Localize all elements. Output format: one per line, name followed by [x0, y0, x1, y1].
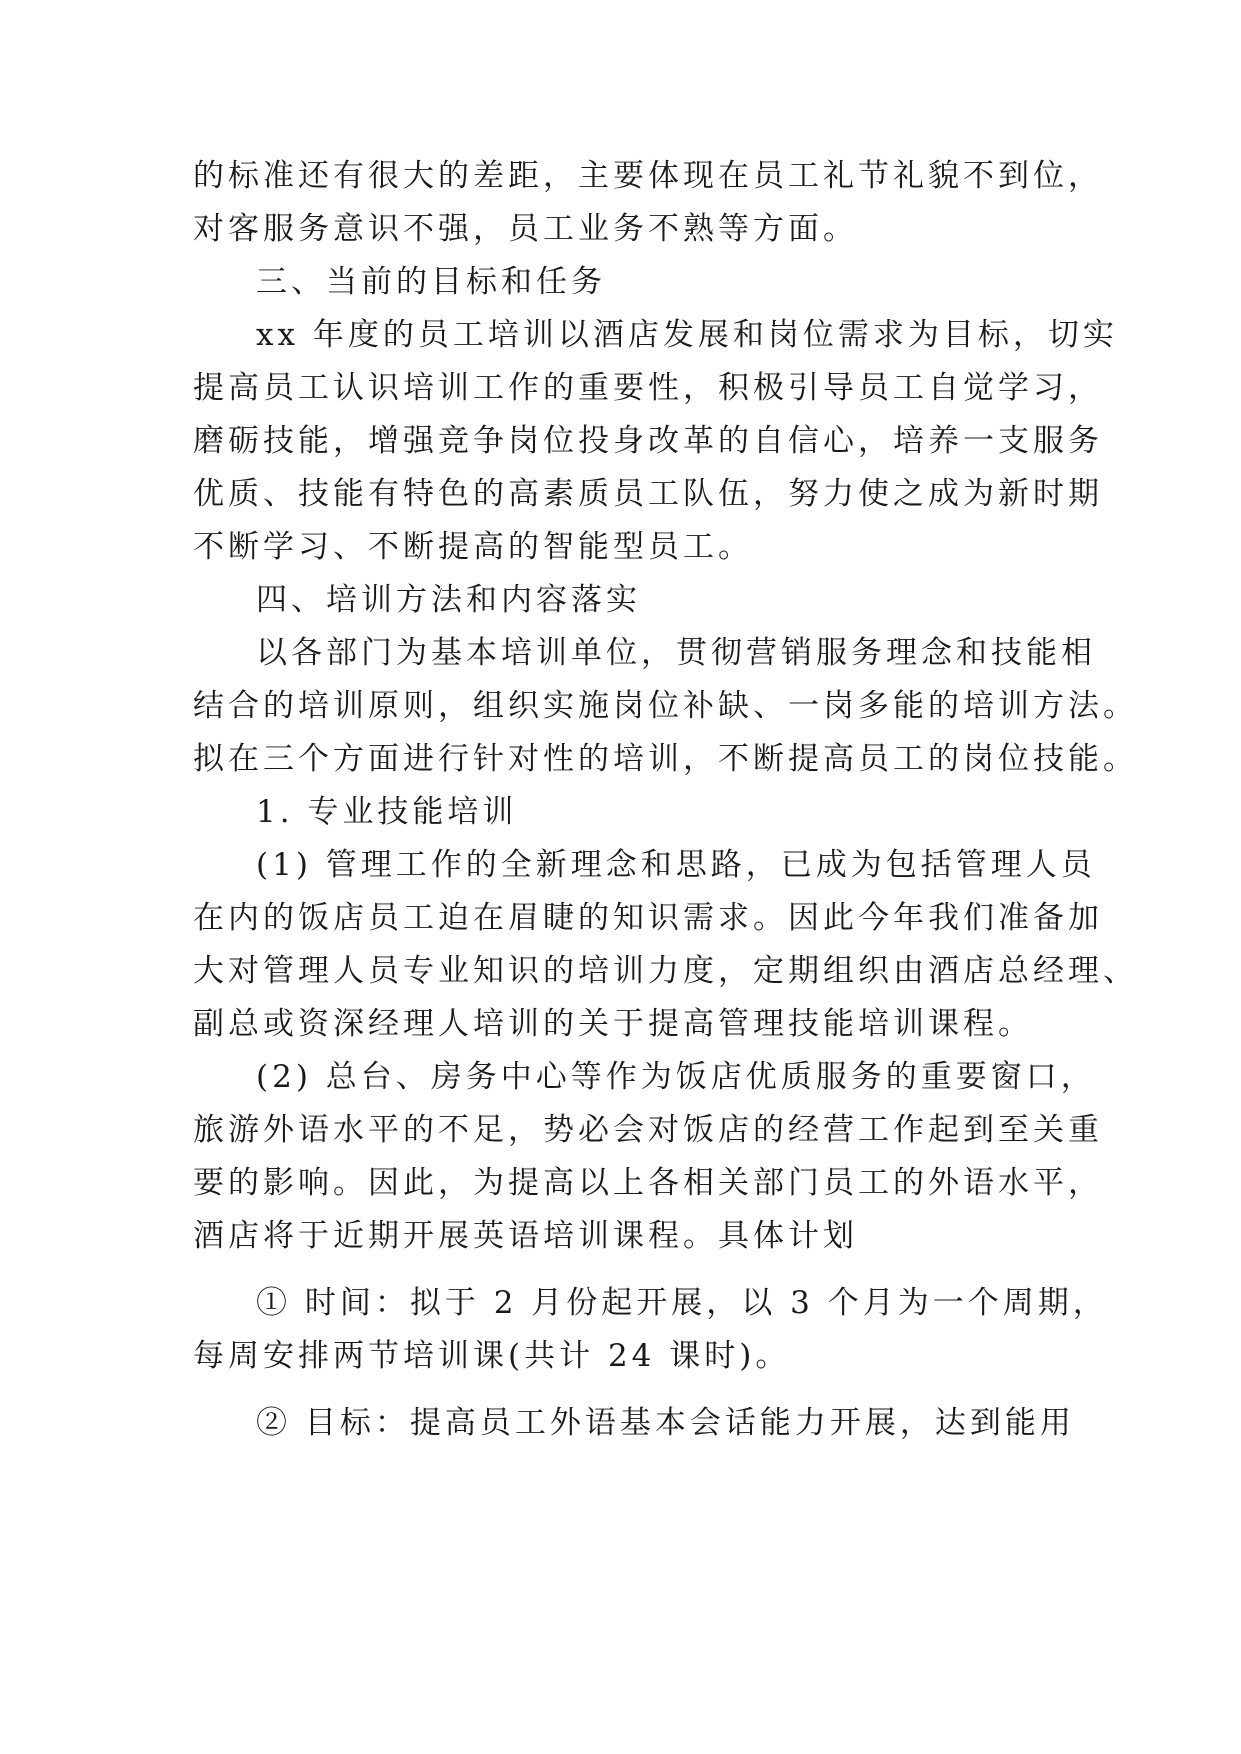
- section-heading: 三、当前的目标和任务: [256, 264, 606, 300]
- body-line: 在内的饭店员工迫在眉睫的知识需求。因此今年我们准备加: [193, 900, 1103, 936]
- body-line: 大对管理人员专业知识的培训力度，定期组织由酒店总经理、: [193, 953, 1138, 989]
- body-line: 不断学习、不断提高的智能型员工。: [193, 529, 753, 565]
- list-item: ② 目标：提高员工外语基本会话能力开展，达到能用: [256, 1405, 1075, 1441]
- body-line: 要的影响。因此，为提高以上各相关部门员工的外语水平，: [193, 1165, 1103, 1201]
- body-line: 结合的培训原则，组织实施岗位补缺、一岗多能的培训方法。: [193, 688, 1138, 724]
- body-line: 磨砺技能，增强竞争岗位投身改革的自信心，培养一支服务: [193, 423, 1103, 459]
- body-line: xx 年度的员工培训以酒店发展和岗位需求为目标，切实: [256, 317, 1118, 353]
- document-page: [193, 150, 1138, 1450]
- body-line: 优质、技能有特色的高素质员工队伍，努力使之成为新时期: [193, 476, 1103, 512]
- list-item: ① 时间：拟于 2 月份起开展，以 3 个月为一个周期，: [256, 1285, 1108, 1321]
- body-line: (1) 管理工作的全新理念和思路，已成为包括管理人员: [256, 847, 1096, 883]
- body-line: 拟在三个方面进行针对性的培训，不断提高员工的岗位技能。: [193, 741, 1138, 777]
- body-line: 每周安排两节培训课(共计 24 课时)。: [193, 1338, 791, 1374]
- body-line: 副总或资深经理人培训的关于提高管理技能培训课程。: [193, 1006, 1033, 1042]
- body-line: 以各部门为基本培训单位，贯彻营销服务理念和技能相: [256, 635, 1096, 671]
- body-line: 酒店将于近期开展英语培训课程。具体计划: [193, 1218, 858, 1254]
- body-line: (2) 总台、房务中心等作为饭店优质服务的重要窗口，: [256, 1059, 1096, 1095]
- body-line: 的标准还有很大的差距，主要体现在员工礼节礼貌不到位，: [193, 158, 1103, 194]
- body-line: 提高员工认识培训工作的重要性，积极引导员工自觉学习，: [193, 370, 1103, 406]
- body-line: 旅游外语水平的不足，势必会对饭店的经营工作起到至关重: [193, 1112, 1103, 1148]
- section-heading: 四、培训方法和内容落实: [256, 582, 641, 618]
- body-line: 对客服务意识不强，员工业务不熟等方面。: [193, 211, 858, 247]
- subsection-heading: 1. 专业技能培训: [256, 794, 518, 830]
